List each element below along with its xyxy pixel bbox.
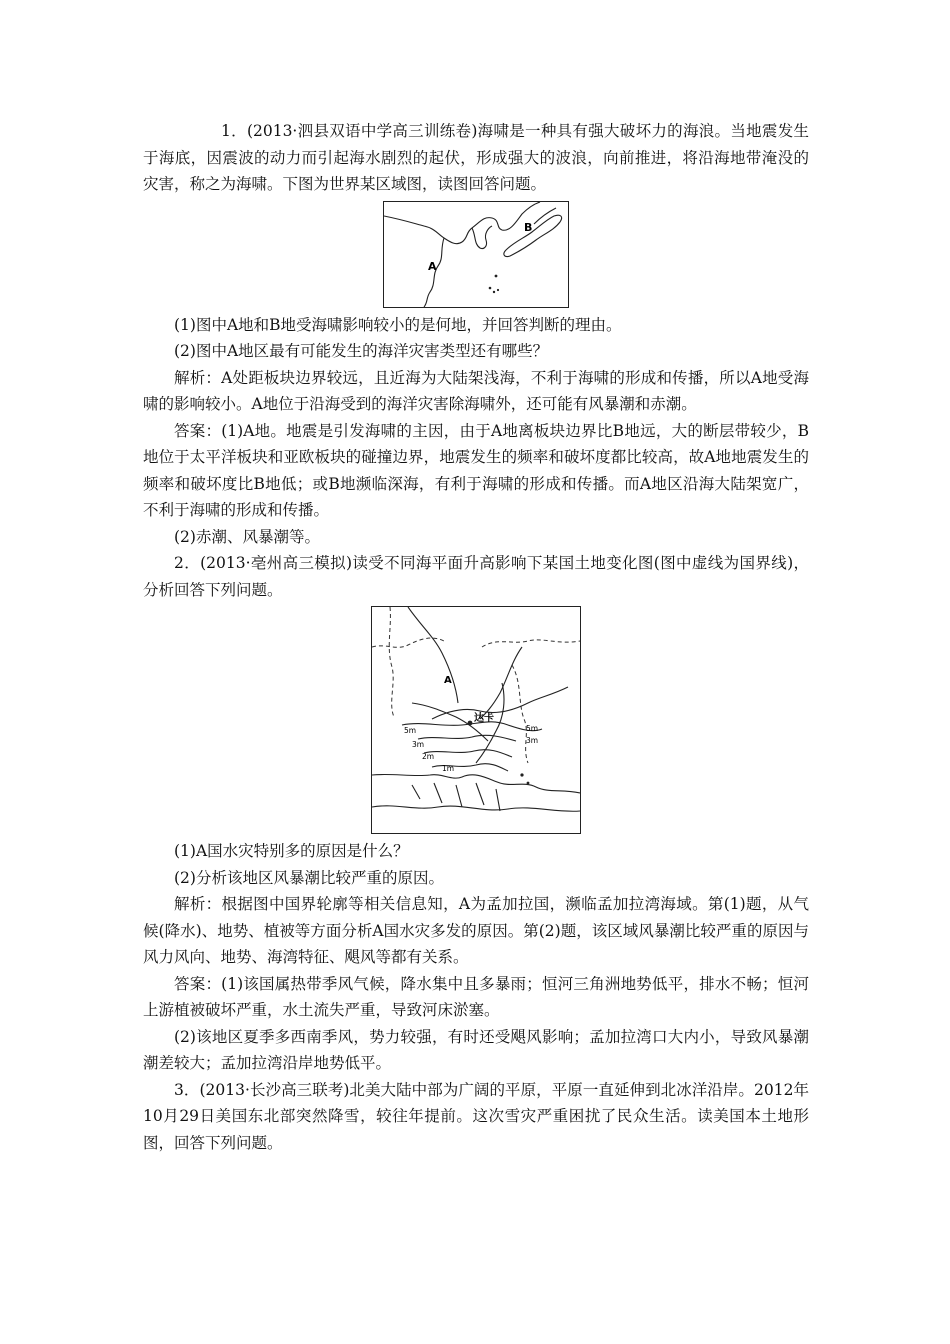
q2-map-label-3m-right: 3m — [526, 736, 539, 745]
q2-map-label-city: 达卡 — [474, 713, 494, 724]
q2-stem: 2．(2013·亳州高三模拟)读受不同海平面升高影响下某国土地变化图(图中虚线为国界线)，分析回答下列问题。 — [143, 554, 809, 599]
q2-land-change-map — [371, 606, 581, 834]
q1-analysis: 解析：A处距板块边界较远，且近海为大陆架浅海，不利于海啸的形成和传播，所以A地受海啸的影响较小。A地位于沿海受到的海洋灾害除海啸外，还可能有风暴潮和赤潮。 — [143, 368, 809, 413]
q1-answer2: (2)赤潮、风暴潮等。 — [174, 527, 320, 546]
q2-map-label-a: A — [444, 675, 452, 686]
q2-map-label-5m-left: 5m — [404, 726, 417, 735]
q2-map-label-1m: 1m — [442, 764, 455, 773]
q1-region-map — [383, 201, 569, 308]
q1-stem: 1．(2013·泗县双语中学高三训练卷)海啸是一种具有强大破坏力的海浪。当地震发生于海底，因震波的动力而引起海水剧烈的起伏，形成强大的波浪，向前推进，将沿海地带淹没的灾害，称之为海啸。下图为世界某区域图，读图回答问题。 — [143, 122, 809, 193]
q1-sub1: (1)图中A地和B地受海啸影响较小的是何地，并回答判断的理由。 — [174, 315, 622, 334]
q2-sub2: (2)分析该地区风暴潮比较严重的原因。 — [174, 868, 444, 887]
q2-map-label-2m: 2m — [422, 752, 435, 761]
q1-sub2: (2)图中A地区最有可能发生的海洋灾害类型还有哪些？ — [174, 342, 549, 360]
document-page — [143, 118, 809, 1156]
q2-sub1: (1)A国水灾特别多的原因是什么？ — [174, 842, 409, 860]
q2-map-label-3m-left: 3m — [412, 740, 425, 749]
q2-map-label-5m-right: 5m — [526, 724, 539, 733]
map-label-a: A — [428, 259, 437, 273]
q2-answer1: 答案：(1)该国属热带季风气候，降水集中且多暴雨；恒河三角洲地势低平，排水不畅；恒河上游植被破坏严重，水土流失严重，导致河床淤塞。 — [143, 974, 809, 1019]
map-label-b: B — [524, 220, 533, 234]
q2-analysis: 解析：根据图中国界轮廓等相关信息知，A为孟加拉国，濒临孟加拉湾海域。第(1)题，从气候(降水)、地势、植被等方面分析A国水灾多发的原因。第(2)题，该区域风暴潮比较严重的原因与风力风向、地势、海湾特征、飓风等都有关系。 — [143, 895, 809, 966]
q3-stem: 3．(2013·长沙高三联考)北美大陆中部为广阔的平原，平原一直延伸到北冰洋沿岸。2012年10月29日美国东北部突然降雪，较往年提前。这次雪灾严重困扰了民众生活。读美国本土地形图，回答下列问题。 — [143, 1080, 809, 1152]
q2-answer2: (2)该地区夏季多西南季风，势力较强，有时还受飓风影响；孟加拉湾口大内小，导致风暴潮潮差较大；孟加拉湾沿岸地势低平。 — [143, 1027, 809, 1072]
q1-answer1: 答案：(1)A地。地震是引发海啸的主因，由于A地离板块边界比B地远，大的断层带较少，B地位于太平洋板块和亚欧板块的碰撞边界，地震发生的频率和破坏度都比较高，故A地地震发生的频率和破坏度比B地低；或B地濒临深海，有利于海啸的形成和传播。而A地区沿海大陆架宽广，不利于海啸的形成和传播。 — [143, 421, 809, 519]
